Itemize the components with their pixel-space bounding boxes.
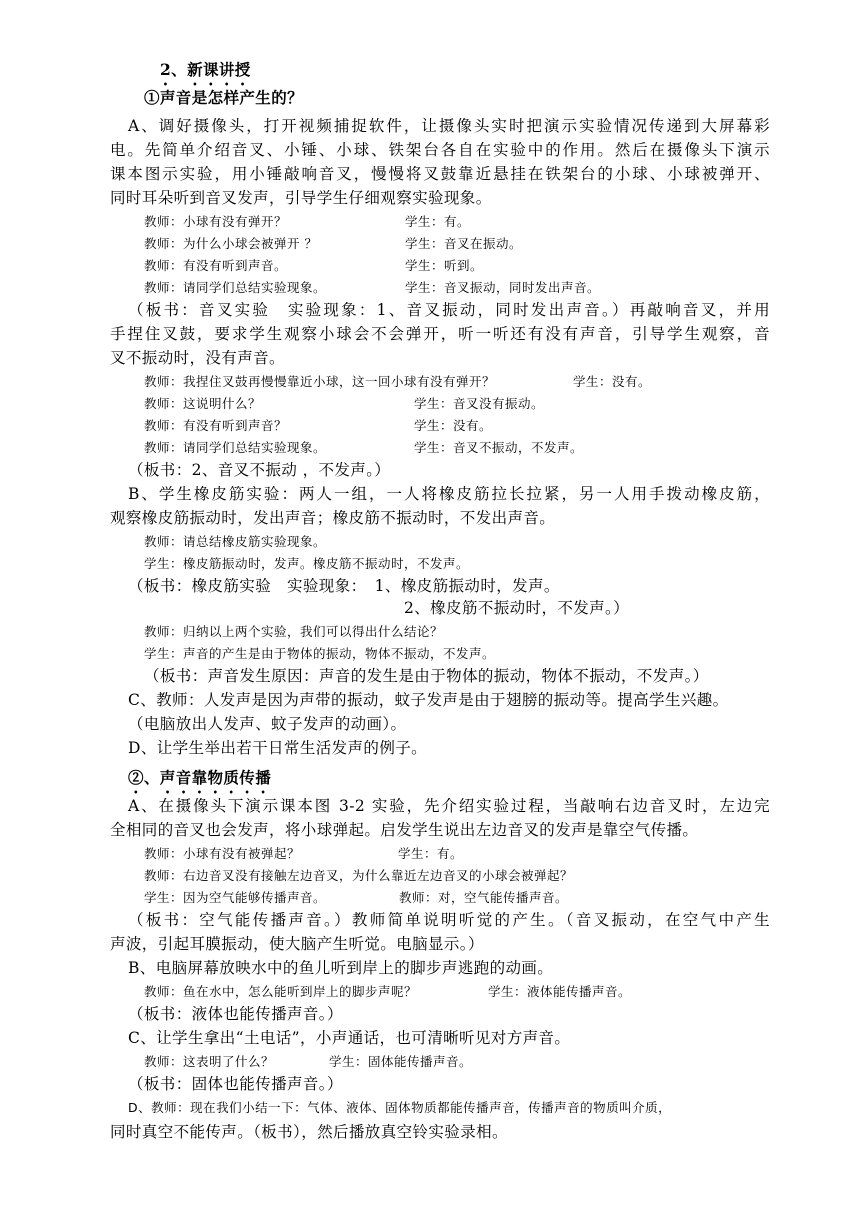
- text-line: B、学生橡皮筋实验：两人一组，一人将橡皮筋拉长拉紧，另一人用手拨动橡皮筋，: [128, 485, 770, 503]
- text-line: （板书：2、音叉不振动 ，不发声。）: [128, 461, 391, 479]
- text-line: 教师：小球有没有弹开？: [144, 214, 288, 229]
- text-line: （板书：液体也能传播声音。）: [128, 1005, 343, 1023]
- text-line: 学生：音叉没有振动。: [414, 396, 545, 411]
- text-line: A、调好摄像头，打开视频捕捉软件，让摄像头实时把演示实验情况传递到大屏幕彩: [128, 117, 770, 135]
- text-line: 教师：这说明什么？: [144, 396, 262, 411]
- text-line: 电。先简单介绍音叉、小锤、小球、铁架台各自在实验中的作用。然后在摄像头下演示: [110, 141, 770, 159]
- text-line: B、电脑屏幕放映水中的鱼儿听到岸上的脚步声逃跑的动画。: [128, 959, 554, 977]
- text-line: D、教师：现在我们小结一下：气体、液体、固体物质都能传播声音，传播声音的物质叫介质，: [128, 1100, 672, 1115]
- text-line: 学生：没有。: [414, 418, 493, 433]
- text-line: 2、新课讲授: [160, 60, 251, 79]
- text-line: 声波，引起耳膜振动，使大脑产生听觉。电脑显示。）: [110, 935, 484, 953]
- text-line: 教师：请总结橡皮筋实验现象。: [144, 534, 327, 549]
- text-line: 教师：鱼在水中，怎么能听到岸上的脚步声呢？: [144, 984, 418, 999]
- text-line: 学生：有。: [398, 846, 464, 861]
- text-line: 学生：音叉不振动，不发声。: [414, 440, 584, 455]
- text-line: 学生：有。: [405, 214, 471, 229]
- text-line: C、让学生拿出“土电话”，小声通话，也可清晰听见对方声音。: [128, 1029, 571, 1047]
- text-line: A、在摄像头下演示课本图 3-2 实验，先介绍实验过程，当敲响右边音叉时，左边完: [128, 797, 770, 815]
- text-line: 教师：归纳以上两个实验，我们可以得出什么结论？: [144, 624, 444, 639]
- text-line: 观察橡皮筋振动时，发出声音；橡皮筋不振动时，不发出声音。: [110, 509, 556, 527]
- text-line: 学生：固体能传播声音。: [329, 1054, 473, 1069]
- text-line: （板书：橡皮筋实验 实验现象： 1、橡皮筋振动时，发声。: [128, 577, 560, 595]
- text-line: 教师：为什么小球会被弹开 ？: [144, 236, 318, 251]
- text-line: 学生：橡皮筋振动时，发声。橡皮筋不振动时，不发声。: [144, 556, 470, 571]
- text-line: ②、声音靠物质传播: [128, 768, 272, 787]
- text-line: 全相同的音叉也会发声，将小球弹起。启发学生说出左边音叉的发声是靠空气传播。: [110, 821, 699, 839]
- text-line: 学生：没有。: [573, 374, 652, 389]
- text-line: （板书：音叉实验 实验现象：1、音叉振动，同时发出声音。）再敲响音叉，并用: [128, 301, 770, 319]
- text-line: 同时耳朵听到音叉发声，引导学生仔细观察实验现象。: [110, 189, 492, 207]
- text-line: 学生：液体能传播声音。: [488, 984, 632, 999]
- text-line: （板书：空气能传播声音。）教师简单说明听觉的产生。（音叉振动，在空气中产生: [128, 911, 770, 929]
- text-line: 叉不振动时，没有声音。: [110, 349, 285, 367]
- text-line: 教师：请同学们总结实验现象。: [144, 440, 327, 455]
- text-line: D、让学生举出若干日常生活发声的例子。: [128, 739, 428, 757]
- text-line: （板书：固体也能传播声音。）: [128, 1075, 343, 1093]
- text-line: 手捏住叉鼓，要求学生观察小球会不会弹开，听一听还有没有声音，引导学生观察，音: [110, 325, 770, 343]
- text-line: 教师：请同学们总结实验现象。: [144, 280, 327, 295]
- text-line: 教师：有没有听到声音。: [144, 258, 288, 273]
- text-line: 教师：我捏住叉鼓再慢慢靠近小球，这一回小球有没有弹开？: [144, 374, 496, 389]
- text-line: 2、橡皮筋不振动时，不发声。）: [404, 599, 630, 617]
- text-line: 教师：这表明了什么？: [144, 1054, 275, 1069]
- text-line: 学生：因为空气能够传播声音。: [144, 890, 327, 905]
- text-line: 学生：声音的产生是由于物体的振动，物体不振动，不发声。: [144, 646, 496, 661]
- text-line: 同时真空不能传声。（板书），然后播放真空铃实验录相。: [110, 1123, 508, 1141]
- text-line: 学生：音叉振动，同时发出声音。: [405, 280, 601, 295]
- text-line: 教师：右边音叉没有接触左边音叉，为什么靠近左边音叉的小球会被弹起？: [144, 868, 574, 883]
- text-line: （电脑放出人发声、蚊子发声的动画）。: [128, 715, 407, 733]
- text-line: （板书：声音发生原因：声音的发生是由于物体的振动，物体不振动，不发声。）: [144, 667, 709, 685]
- text-line: 教师：小球有没有被弹起？: [144, 846, 301, 861]
- text-line: 教师：对，空气能传播声音。: [399, 890, 569, 905]
- text-line: 教师：有没有听到声音？: [144, 418, 288, 433]
- text-line: 课本图示实验，用小锤敲响音叉，慢慢将叉鼓靠近悬挂在铁架台的小球、小球被弹开、: [110, 165, 770, 183]
- text-line: ①声音是怎样产生的？: [144, 88, 304, 107]
- text-line: 学生：听到。: [405, 258, 484, 273]
- text-line: 学生：音叉在振动。: [405, 236, 523, 251]
- text-line: C、教师：人发声是因为声带的振动，蚊子发声是由于翅膀的振动等。提高学生兴趣。: [128, 691, 729, 709]
